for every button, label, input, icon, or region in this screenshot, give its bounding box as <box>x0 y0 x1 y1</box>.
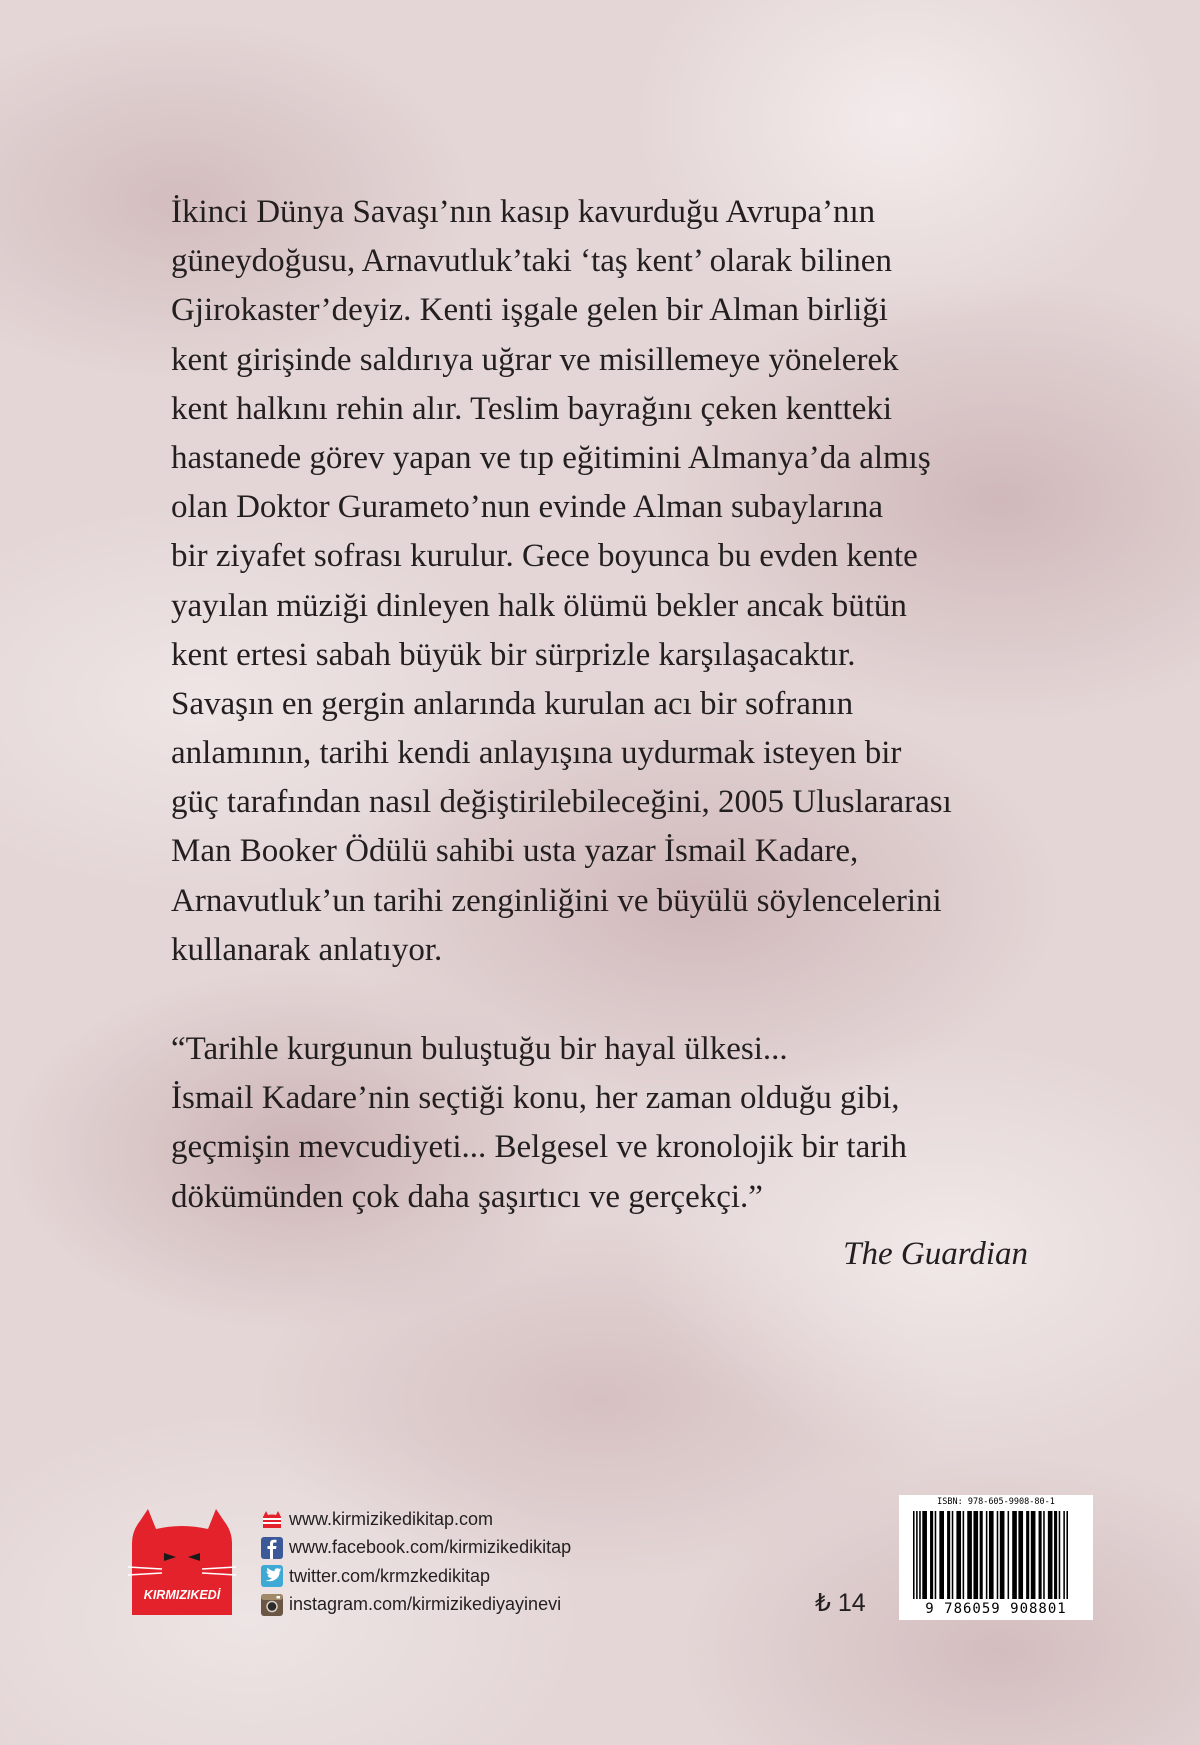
barcode-bar <box>919 1511 921 1599</box>
barcode-bar <box>1048 1511 1053 1599</box>
barcode-bar <box>952 1511 954 1599</box>
blurb-line: kent girişinde saldırıya uğrar ve misillemeye yönelerek <box>171 341 899 378</box>
barcode-bar <box>1018 1511 1023 1599</box>
barcode-bar <box>997 1511 999 1599</box>
svg-text:KIRMIZIKEDİ: KIRMIZIKEDİ <box>143 1588 221 1602</box>
isbn-label: ISBN: 978-605-9908-80-1 <box>937 1497 1055 1507</box>
barcode-bar <box>1026 1511 1029 1599</box>
publisher-links <box>260 1505 571 1619</box>
blurb-line: olan Doktor Gurameto’nun evinde Alman subaylarına <box>171 489 884 526</box>
blurb-text <box>171 188 1071 975</box>
facebook-icon <box>260 1537 284 1559</box>
barcode-bar <box>922 1511 927 1599</box>
barcode-bar <box>989 1511 994 1599</box>
twitter-icon <box>260 1565 284 1587</box>
quote-line: “Tarihle kurgunun buluştuğu bir hayal ülkesi... <box>171 1031 788 1067</box>
barcode-bar <box>1012 1511 1017 1599</box>
barcode-bar <box>1039 1511 1042 1599</box>
isbn-number: 9 786059 908801 <box>925 1601 1067 1617</box>
barcode-bar <box>930 1511 933 1599</box>
barcode-bar <box>1000 1511 1005 1599</box>
barcode-bar <box>1059 1511 1061 1599</box>
instagram-link-text: instagram.com/kirmizikediyayinevi <box>289 1594 562 1615</box>
blurb-line: kent ertesi sabah büyük bir sürprizle karşılaşacaktır. <box>171 636 856 673</box>
publisher-logo <box>126 1507 238 1615</box>
barcode-bar <box>1066 1511 1068 1599</box>
facebook-link-text: www.facebook.com/kirmizikedikitap <box>289 1537 572 1558</box>
barcode-bar <box>1063 1511 1065 1599</box>
blurb-line: güç tarafından nasıl değiştirilebileceğini, 2005 Uluslararası <box>171 784 952 821</box>
review-quote <box>171 1025 1071 1222</box>
instagram-link[interactable] <box>260 1591 571 1620</box>
quote-line: İsmail Kadare’nin seçtiği konu, her zaman olduğu gibi, <box>171 1080 900 1117</box>
blurb-line: Man Booker Ödülü sahibi usta yazar İsmail Kadare, <box>171 833 859 870</box>
barcode-bar <box>956 1511 961 1599</box>
quote-line: geçmişin mevcudiyeti... Belgesel ve kronolojik bir tarih <box>171 1129 907 1166</box>
blurb-line: bir ziyafet sofrası kurulur. Gece boyunca bu evden kente <box>171 538 918 575</box>
barcode-bar <box>973 1511 978 1599</box>
blurb-line: güneydoğusu, Arnavutluk’taki ‘taş kent’ olarak bilinen <box>171 243 892 280</box>
barcode-bar <box>947 1511 950 1599</box>
quote-line: dökümünden çok daha şaşırtıcı ve gerçekçi.” <box>171 1178 763 1215</box>
instagram-icon <box>260 1594 284 1616</box>
website-link-text: www.kirmizikedikitap.com <box>289 1508 494 1529</box>
barcode-bar <box>916 1511 918 1599</box>
quote-source: The Guardian <box>843 1236 1028 1272</box>
barcode-bar <box>939 1511 944 1599</box>
barcode-bar <box>1054 1511 1057 1599</box>
blurb-line: İkinci Dünya Savaşı’nın kasıp kavurduğu Avrupa’nın <box>171 194 876 230</box>
facebook-link[interactable] <box>260 1534 571 1563</box>
barcode-bar <box>967 1511 972 1599</box>
blurb-line: Arnavutluk’un tarihi zenginliğini ve büyülü söylencelerini <box>171 882 942 919</box>
blurb-line: hastanede görev yapan ve tıp eğitimini Almanya’da almış <box>171 439 931 476</box>
website-link[interactable] <box>260 1505 571 1534</box>
blurb-line: kullanarak anlatıyor. <box>171 931 443 968</box>
kirmizikedi-small-icon <box>260 1508 284 1530</box>
blurb-line: Savaşın en gergin anlarında kurulan acı bir sofranın <box>171 685 854 722</box>
blurb-line: yayılan müziği dinleyen halk ölümü bekler ancak bütün <box>171 587 907 624</box>
isbn-barcode <box>899 1495 1093 1620</box>
blurb-line: anlamının, tarihi kendi anlayışına uydurmak isteyen bir <box>171 735 902 772</box>
barcode-bar <box>1031 1511 1036 1599</box>
barcode-bar <box>963 1511 965 1599</box>
twitter-link[interactable] <box>260 1562 571 1591</box>
barcode-bar <box>935 1511 937 1599</box>
price-label: ₺ 14 <box>815 1589 866 1617</box>
barcode-bar <box>1043 1511 1045 1599</box>
twitter-link-text: twitter.com/krmzkedikitap <box>289 1565 491 1586</box>
barcode-bar <box>986 1511 988 1599</box>
blurb-line: kent halkını rehin alır. Teslim bayrağını çeken kentteki <box>171 390 893 427</box>
blurb-line: Gjirokaster’deyiz. Kenti işgale gelen bir Alman birliği <box>171 292 888 329</box>
barcode-bar <box>1008 1511 1010 1599</box>
barcode-bar <box>980 1511 983 1599</box>
barcode-bar <box>913 1511 915 1599</box>
